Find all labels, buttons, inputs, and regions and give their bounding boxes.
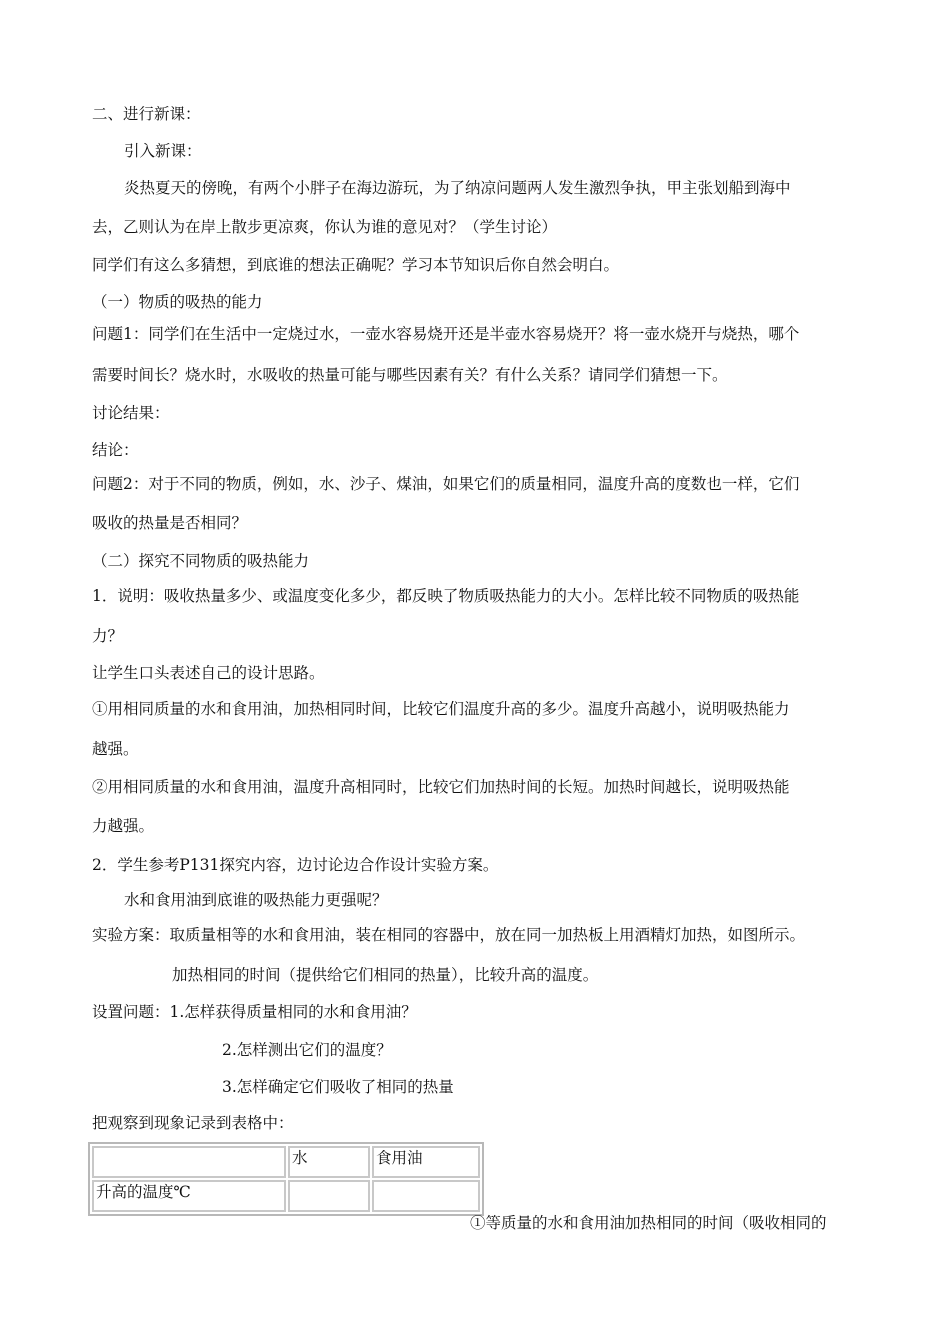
paragraph-line: ①等质量的水和食用油加热相同的时间（吸收相同的 [470,1214,827,1232]
section-heading-1: （一）物质的吸热的能力 [92,293,263,311]
setup-question-line: 设置问题：1.怎样获得质量相同的水和食用油？ [92,1003,417,1021]
paragraph-line: 同学们有这么多猜想，到底谁的想法正确呢？学习本节知识后你自然会明白。 [92,256,620,274]
question-2-line: 吸收的热量是否相同？ [92,514,248,532]
table-header-water: 水 [288,1146,370,1178]
explanation-line: 力？ [92,627,124,645]
experiment-plan-line: 加热相同的时间（提供给它们相同的热量），比较升高的温度。 [172,966,599,984]
method-1-line: 越强。 [92,740,139,758]
conclusion-label: 结论： [92,441,139,459]
method-1-line: ①用相同质量的水和食用油，加热相同时间，比较它们温度升高的多少。温度升高越小，说明吸热能力 [92,700,790,718]
table-cell [372,1180,480,1212]
explanation-line: 1．说明：吸收热量多少、或温度变化多少，都反映了物质吸热能力的大小。怎样比较不同物质的吸热能 [92,587,800,605]
table-cell [288,1180,370,1212]
method-2-line: ②用相同质量的水和食用油，温度升高相同时，比较它们加热时间的长短。加热时间越长，说明吸热能 [92,778,790,796]
table-header-row [92,1146,480,1178]
paragraph-line: 去，乙则认为在岸上散步更凉爽，你认为谁的意见对？（学生讨论） [92,218,558,236]
setup-question-line: 3.怎样确定它们吸收了相同的热量 [222,1078,454,1096]
table-intro-line: 把观察到现象记录到表格中： [92,1114,294,1132]
paragraph-line: 让学生口头表述自己的设计思路。 [92,664,325,682]
table-cell [92,1146,286,1178]
setup-question-line: 2.怎样测出它们的温度？ [222,1041,392,1059]
table-row [92,1180,480,1212]
subheading-intro: 引入新课： [124,142,202,160]
section-heading-new-lesson: 二、进行新课： [92,105,201,123]
paragraph-line: 炎热夏天的傍晚，有两个小胖子在海边游玩，为了纳凉问题两人发生激烈争执，甲主张划船到海中 [124,179,791,197]
method-2-line: 力越强。 [92,817,155,835]
question-2-line: 问题2：对于不同的物质，例如，水、沙子、煤油，如果它们的质量相同，温度升高的度数也一样，它们 [92,475,800,493]
experiment-plan-line: 实验方案：取质量相等的水和食用油，装在相同的容器中，放在同一加热板上用酒精灯加热，如图所示。 [92,926,806,944]
question-1-line: 问题1：同学们在生活中一定烧过水，一壶水容易烧开还是半壶水容易烧开？将一壶水烧开与烧热，哪个 [92,325,800,343]
section-heading-2: （二）探究不同物质的吸热能力 [92,552,310,570]
record-table [88,1142,484,1216]
question-1-line: 需要时间长？烧水时，水吸收的热量可能与哪些因素有关？有什么关系？请同学们猜想一下。 [92,366,728,384]
table-header-oil: 食用油 [372,1146,480,1178]
table-row-label: 升高的温度℃ [92,1180,286,1212]
discussion-result-label: 讨论结果： [92,404,170,422]
paragraph-line: 2．学生参考P131探究内容，边讨论边合作设计实验方案。 [92,856,499,874]
paragraph-line: 水和食用油到底谁的吸热能力更强呢？ [124,891,388,909]
